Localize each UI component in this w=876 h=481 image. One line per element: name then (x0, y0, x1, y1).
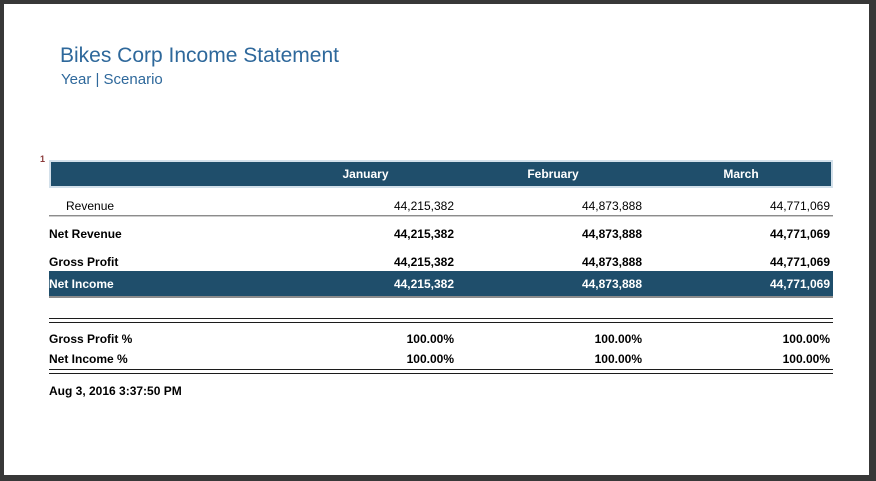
net-income-pct-january-value: 100.00% (406, 352, 454, 366)
net-revenue-march-value: 44,771,069 (769, 227, 830, 241)
net-income-pct-march-value: 100.00% (782, 352, 830, 366)
revenue-february-value: 44,873,888 (581, 198, 642, 213)
double-rule-divider-top (49, 318, 833, 323)
row-label-net-revenue: Net Revenue (49, 227, 122, 241)
row-label-revenue: Revenue (66, 198, 115, 213)
page-title: Bikes Corp Income Statement (60, 44, 339, 67)
gross-profit-pct-march-value: 100.00% (782, 332, 830, 346)
column-header-january: January (342, 167, 389, 181)
net-revenue-january-value: 44,215,382 (393, 227, 454, 241)
gross-profit-pct-february-value: 100.00% (594, 332, 642, 346)
revenue-march-value: 44,771,069 (769, 198, 830, 213)
column-header-march: March (723, 167, 759, 181)
table-row-net-revenue (49, 225, 833, 243)
page-subtitle: Year | Scenario (61, 71, 163, 88)
income-statement-table (49, 160, 833, 398)
table-header-row (49, 160, 833, 188)
gross-profit-february-value: 44,873,888 (581, 255, 642, 269)
row-label-gross-profit: Gross Profit (49, 255, 119, 269)
double-rule-divider-bottom (49, 369, 833, 374)
net-income-february-value: 44,873,888 (581, 276, 642, 291)
row-label-gross-profit-pct: Gross Profit % (49, 332, 133, 346)
table-row-gross-profit-pct (49, 329, 833, 349)
table-row-net-income-pct (49, 349, 833, 369)
net-income-january-value: 44,215,382 (393, 276, 454, 291)
column-header-february: February (527, 167, 579, 181)
revenue-january-value: 44,215,382 (393, 198, 454, 213)
gross-profit-march-value: 44,771,069 (769, 255, 830, 269)
gross-profit-pct-january-value: 100.00% (406, 332, 454, 346)
annotation-marker: 1 (40, 154, 46, 164)
table-row-gross-profit (49, 253, 833, 271)
net-revenue-february-value: 44,873,888 (581, 227, 642, 241)
row-label-net-income: Net Income (49, 276, 114, 291)
net-income-march-value: 44,771,069 (769, 276, 830, 291)
row-label-net-income-pct: Net Income % (49, 352, 128, 366)
table-row-net-income (49, 271, 833, 298)
report-timestamp: Aug 3, 2016 3:37:50 PM (49, 384, 182, 398)
net-income-pct-february-value: 100.00% (594, 352, 642, 366)
table-row-revenue (49, 196, 833, 216)
gross-profit-january-value: 44,215,382 (393, 255, 454, 269)
